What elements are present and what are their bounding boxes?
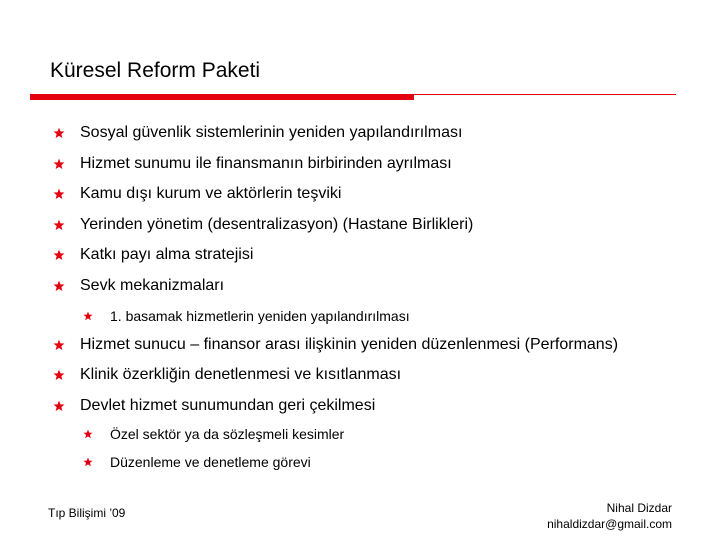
list-item-text: Devlet hizmet sunumundan geri çekilmesi — [80, 397, 376, 414]
list-item-text: Kamu dışı kurum ve aktörlerin teşviki — [80, 185, 342, 202]
list-item — [53, 336, 618, 354]
list-item — [53, 277, 224, 295]
footer-email: nihaldizdar@gmail.com — [547, 517, 672, 531]
list-subitem-text: 1. basamak hizmetlerin yeniden yapılandırılması — [110, 308, 410, 324]
star-icon — [53, 280, 65, 292]
star-icon — [53, 219, 65, 231]
star-icon — [53, 400, 65, 412]
list-item — [53, 155, 452, 173]
list-subitem — [83, 426, 344, 442]
star-icon — [83, 457, 93, 467]
list-item — [53, 216, 473, 234]
footer-event: Tıp Bilişimi ’09 — [48, 506, 126, 520]
star-icon — [53, 127, 65, 139]
list-item-text: Yerinden yönetim (desentralizasyon) (Hastane Birlikleri) — [80, 216, 474, 233]
star-icon — [83, 429, 93, 439]
list-item — [53, 124, 462, 142]
list-item-text: Hizmet sunumu ile finansmanın birbirinden ayrılması — [80, 155, 452, 172]
list-subitem — [83, 454, 311, 470]
list-subitem-text: Özel sektör ya da sözleşmeli kesimler — [110, 426, 345, 442]
list-item — [53, 185, 341, 203]
footer-author-block — [547, 500, 672, 532]
list-item — [53, 246, 253, 264]
title-underline-thick — [30, 94, 414, 100]
list-subitem-text: Düzenleme ve denetleme görevi — [110, 454, 311, 470]
star-icon — [53, 249, 65, 261]
list-subitem — [83, 308, 410, 324]
list-item — [53, 366, 401, 384]
slide-title: Küresel Reform Paketi — [50, 59, 261, 82]
title-underline-thin — [414, 94, 676, 95]
star-icon — [53, 369, 65, 381]
list-item-text: Sosyal güvenlik sistemlerinin yeniden yapılandırılması — [80, 124, 463, 141]
footer-author: Nihal Dizdar — [606, 501, 672, 515]
list-item — [53, 397, 375, 415]
star-icon — [83, 311, 93, 321]
list-item-text: Hizmet sunucu – finansor arası ilişkinin yeniden düzenlenmesi (Performans) — [80, 336, 619, 353]
list-item-text: Klinik özerkliğin denetlenmesi ve kısıtlanması — [80, 366, 402, 383]
list-item-text: Sevk mekanizmaları — [80, 277, 225, 294]
star-icon — [53, 188, 65, 200]
star-icon — [53, 158, 65, 170]
star-icon — [53, 339, 65, 351]
list-item-text: Katkı payı alma stratejisi — [80, 246, 254, 263]
